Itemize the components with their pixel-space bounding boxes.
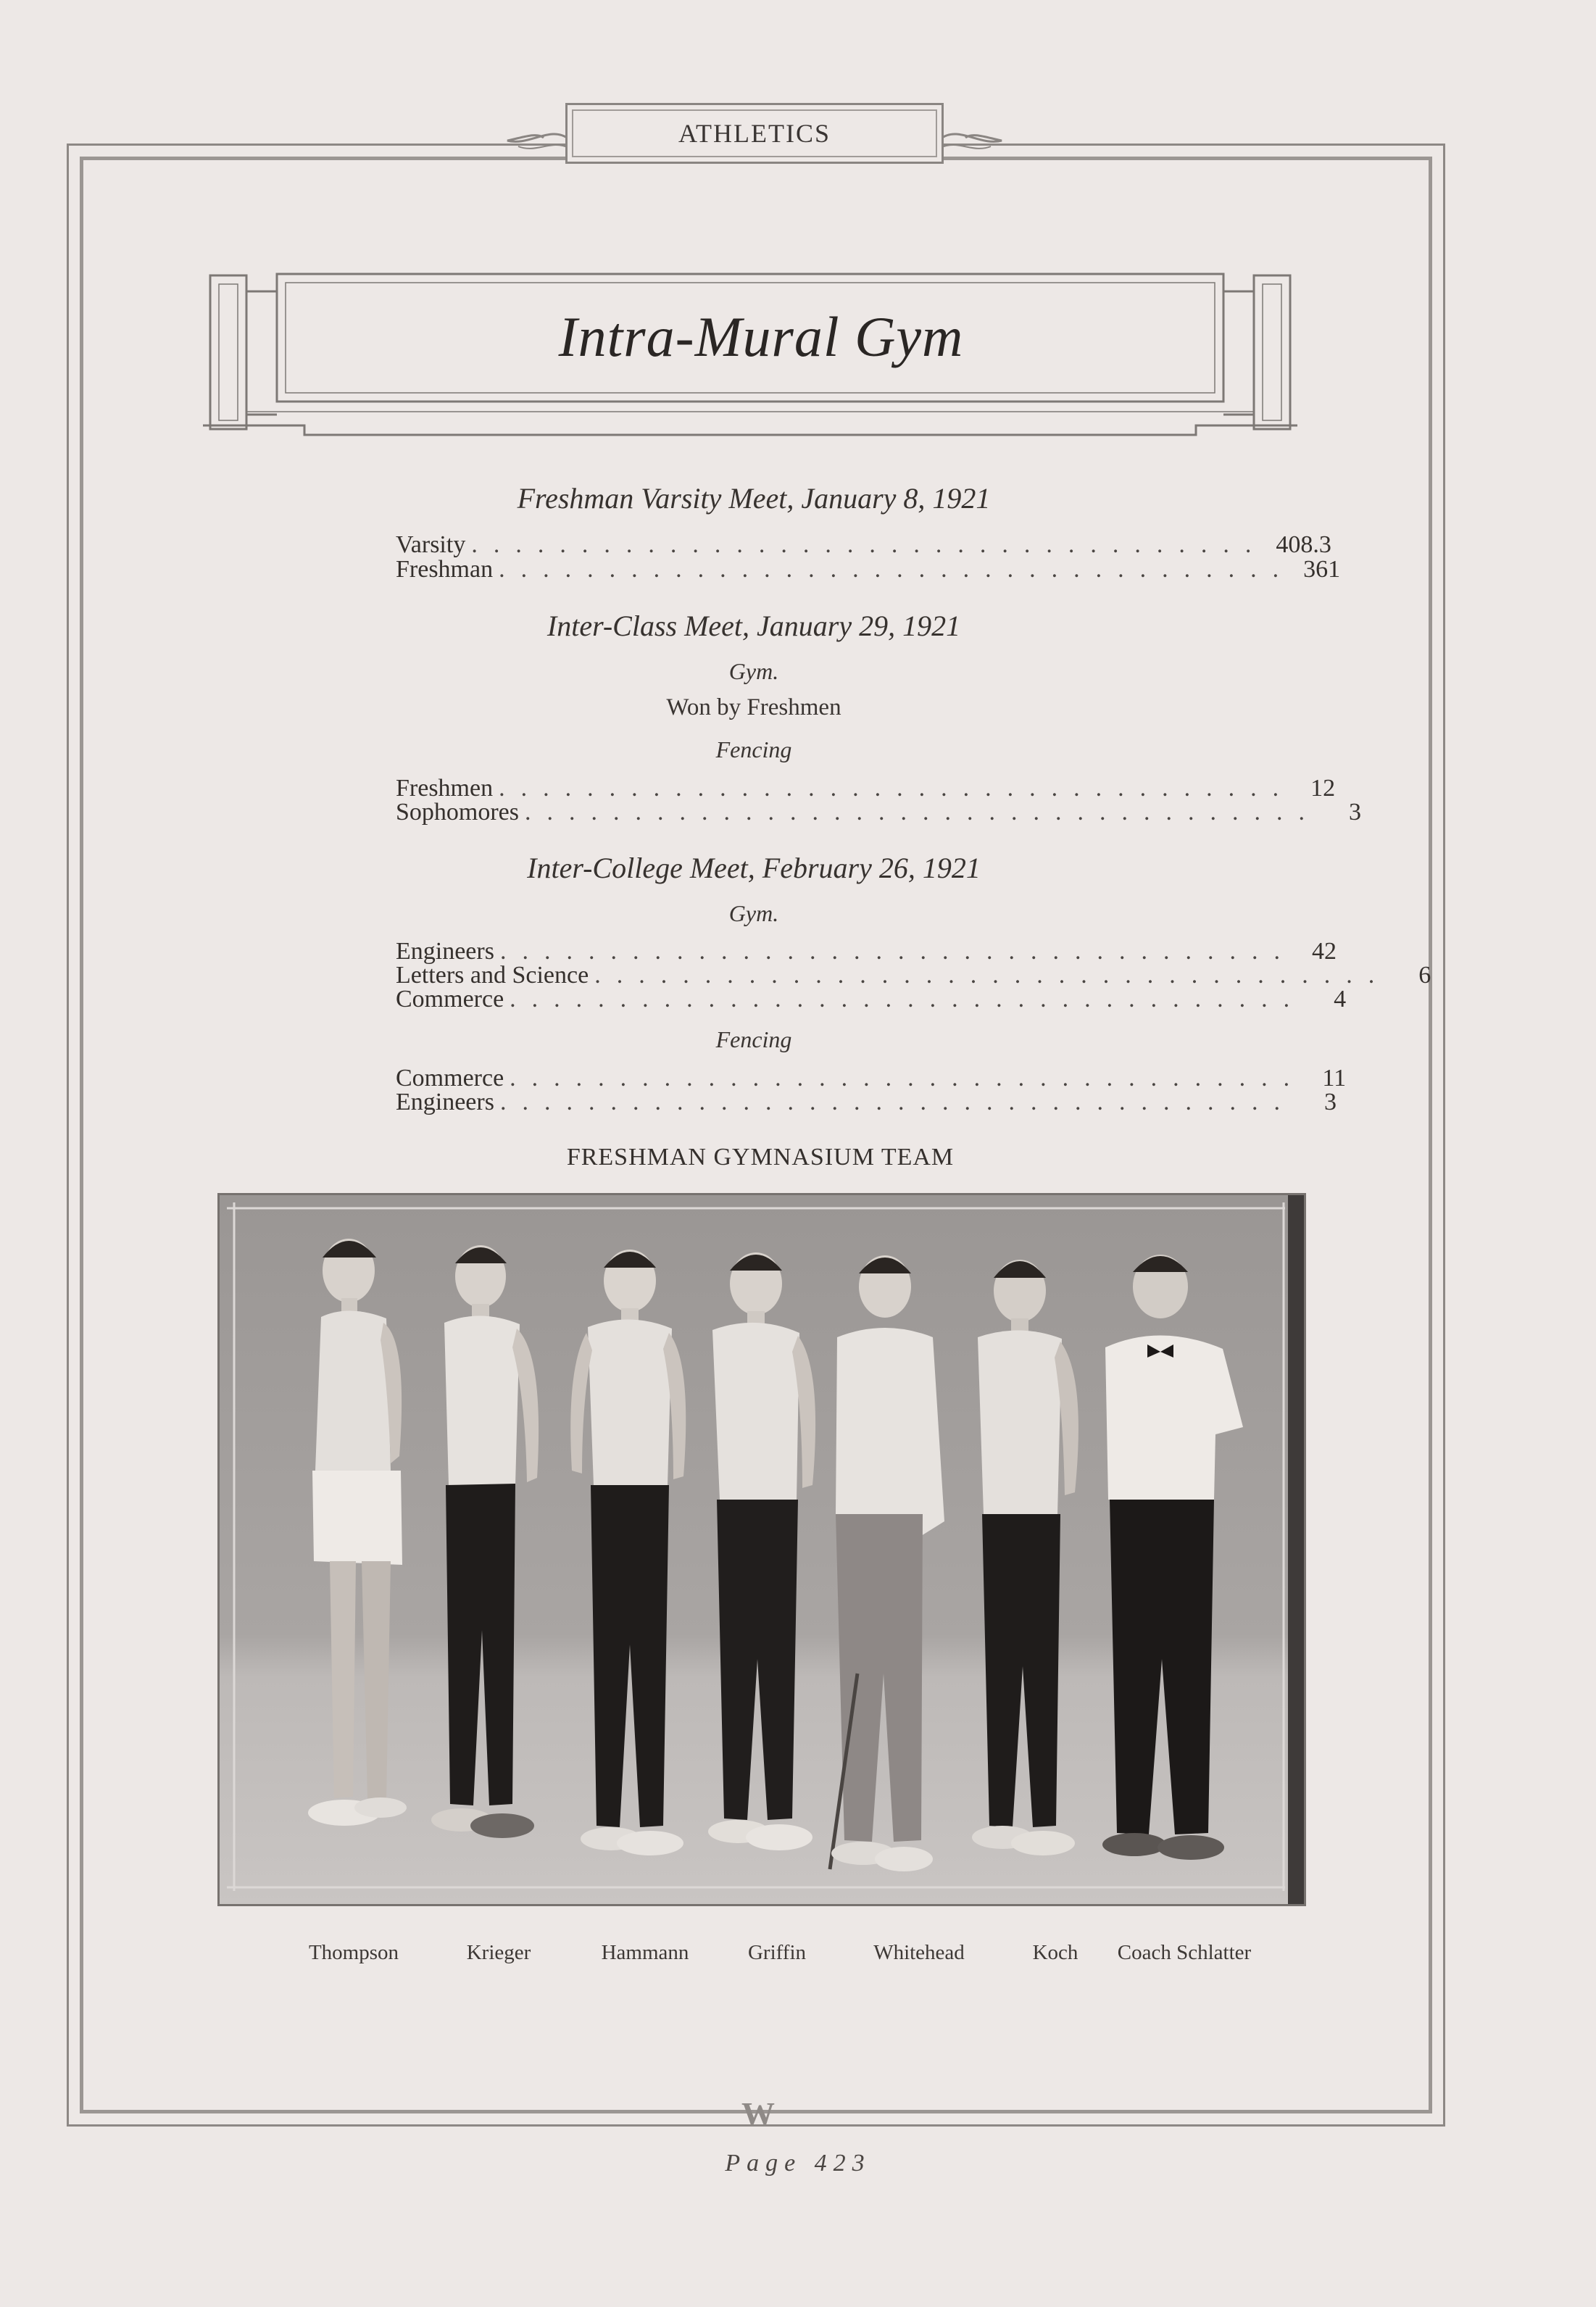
caption-name: Thompson xyxy=(308,1941,399,1964)
leader-dots: .................................... xyxy=(525,799,1321,826)
gym-label: Gym. xyxy=(728,658,779,684)
gym-label: Gym. xyxy=(728,900,779,926)
leader-dots: .................................... xyxy=(499,556,1295,583)
result-row xyxy=(396,775,1336,802)
inter-class-heading: Inter-Class Meet, January 29, 1921 xyxy=(546,610,961,642)
caption-name: Coach Schlatter xyxy=(1117,1941,1252,1964)
page-title: Intra-Mural Gym xyxy=(558,305,964,368)
team-name: Freshman xyxy=(396,556,494,583)
leader-dots: .................................... xyxy=(499,775,1295,802)
team-name: Varsity xyxy=(396,531,466,558)
w-monogram-mark: W xyxy=(741,2095,772,2132)
right-scroll-ornament-icon xyxy=(936,96,1009,161)
team-photo xyxy=(217,1193,1306,1906)
caption-name: Griffin xyxy=(747,1941,807,1964)
page-number: Page 423 xyxy=(725,2150,871,2177)
inter-college-heading: Inter-College Meet, February 26, 1921 xyxy=(527,852,981,884)
team-name: Commerce xyxy=(396,1065,504,1092)
leader-dots: .................................... xyxy=(510,1065,1306,1092)
team-score: 408.3 xyxy=(1276,531,1331,558)
caption-name: Koch xyxy=(1032,1941,1078,1964)
result-row xyxy=(396,1065,1347,1092)
team-photo-title: FRESHMAN GYMNASIUM TEAM xyxy=(566,1144,955,1171)
result-row xyxy=(396,962,1431,989)
result-row xyxy=(396,986,1347,1013)
team-name: Freshmen xyxy=(396,775,494,802)
leader-dots: .................................... xyxy=(499,938,1296,965)
result-row xyxy=(396,1089,1337,1115)
left-scroll-ornament-icon xyxy=(500,96,573,161)
team-name: Sophomores xyxy=(396,799,519,826)
team-score: 4 xyxy=(1334,986,1347,1013)
leader-dots: .................................... xyxy=(471,531,1268,558)
team-name: Commerce xyxy=(396,986,504,1013)
team-score: 6 xyxy=(1418,962,1431,989)
result-row xyxy=(396,531,1331,558)
section-tab xyxy=(565,103,944,164)
team-name: Engineers xyxy=(396,938,494,965)
team-score: 11 xyxy=(1322,1065,1347,1092)
result-row xyxy=(396,938,1337,965)
team-score: 361 xyxy=(1303,556,1341,583)
team-photo-image xyxy=(220,1195,1304,1904)
team-score: 12 xyxy=(1310,775,1336,802)
freshman-varsity-heading: Freshman Varsity Meet, January 8, 1921 xyxy=(517,482,991,515)
section-label: ATHLETICS xyxy=(678,119,831,148)
fencing-label: Fencing xyxy=(715,1026,792,1052)
leader-dots: .................................... xyxy=(594,962,1391,989)
team-name: Letters and Science xyxy=(396,962,589,989)
team-name: Engineers xyxy=(396,1089,494,1115)
team-score: 42 xyxy=(1311,938,1337,965)
fencing-label: Fencing xyxy=(715,736,792,762)
team-score: 3 xyxy=(1349,799,1361,826)
caption-name: Krieger xyxy=(466,1941,531,1964)
caption-name: Hammann xyxy=(601,1941,689,1964)
leader-dots: .................................... xyxy=(499,1089,1296,1115)
result-row xyxy=(396,799,1361,826)
gym-result: Won by Freshmen xyxy=(666,694,841,720)
result-row xyxy=(396,556,1341,583)
team-score: 3 xyxy=(1323,1089,1337,1115)
caption-name: Whitehead xyxy=(873,1941,965,1964)
leader-dots: .................................... xyxy=(510,986,1306,1013)
